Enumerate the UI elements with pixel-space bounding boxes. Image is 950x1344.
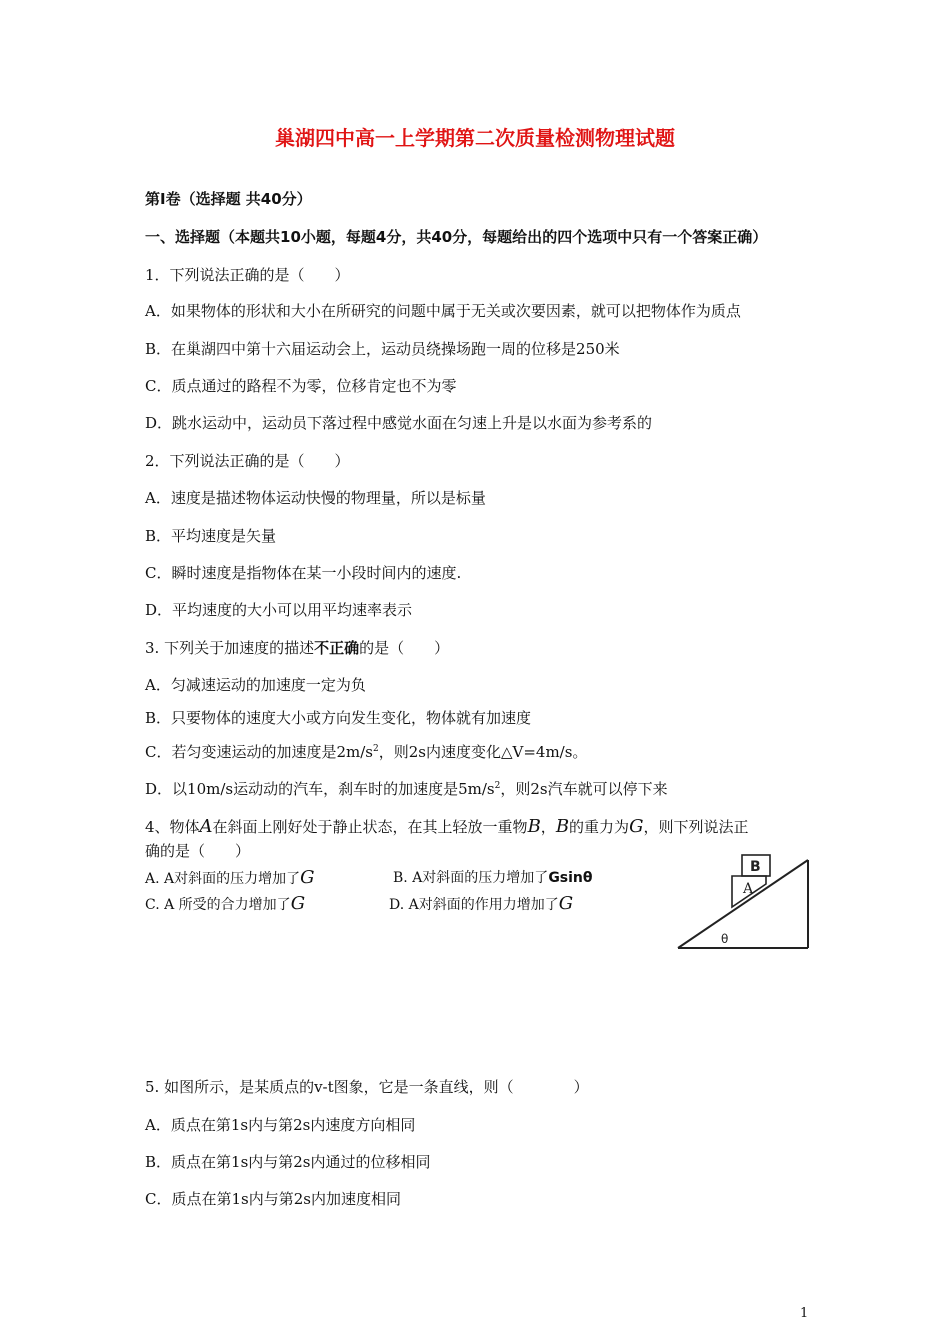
q4-var-b2: B bbox=[555, 816, 570, 837]
q3-option-a: A．匀减速运动的加速度一定为负 bbox=[145, 676, 366, 694]
q5-option-a: A．质点在第1s内与第2s内速度方向相同 bbox=[145, 1116, 416, 1134]
q3-stem bbox=[145, 639, 449, 657]
q3-option-c bbox=[145, 743, 587, 761]
q4-option-c-text: C. A 所受的合力增加了 bbox=[145, 897, 291, 913]
q4-stem-3: ， bbox=[540, 818, 556, 836]
q1-option-b: B．在巢湖四中第十六届运动会上，运动员绕操场跑一周的位移是250米 bbox=[145, 340, 620, 358]
q3-option-c-pre: C．若匀变速运动的加速度是2m/s bbox=[145, 743, 373, 761]
q1-option-a: A．如果物体的形状和大小在所研究的问题中属于无关或次要因素，就可以把物体作为质点 bbox=[145, 302, 741, 320]
incline-triangle bbox=[678, 860, 808, 948]
q4-option-b bbox=[393, 870, 593, 887]
q3-option-d-sup: 2 bbox=[494, 781, 501, 791]
q3-option-b: B．只要物体的速度大小或方向发生变化，物体就有加速度 bbox=[145, 709, 532, 727]
q4-var-g: G bbox=[629, 816, 644, 837]
q5-option-b: B．质点在第1s内与第2s内通过的位移相同 bbox=[145, 1153, 431, 1171]
q3-stem-emphasis: 不正确 bbox=[314, 639, 360, 657]
q4-option-b-text: B. A对斜面的压力增加了 bbox=[393, 870, 549, 886]
q3-option-d-post: ，则2s汽车就可以停下来 bbox=[500, 780, 668, 798]
q4-option-a-var: G bbox=[300, 867, 315, 888]
q2-option-a: A．速度是描述物体运动快慢的物理量，所以是标量 bbox=[145, 489, 486, 507]
block-a-label: A bbox=[743, 881, 754, 897]
q4-option-b-formula: Gsinθ bbox=[548, 870, 593, 886]
q4-option-d-var: G bbox=[558, 893, 574, 914]
block-b-label: B bbox=[750, 859, 761, 875]
q4-stem-line1 bbox=[145, 816, 748, 838]
q1-stem: 1．下列说法正确的是（ ） bbox=[145, 266, 350, 284]
angle-label: θ bbox=[721, 932, 729, 946]
section-heading: 一、选择题（本题共10小题，每题4分，共40分，每题给出的四个选项中只有一个答案正确） bbox=[145, 228, 768, 246]
q5-stem: 5. 如图所示，是某质点的v-t图象，它是一条直线，则（ ） bbox=[145, 1078, 589, 1096]
q4-option-a-text: A. A对斜面的压力增加了 bbox=[145, 871, 301, 887]
q2-stem: 2．下列说法正确的是（ ） bbox=[145, 452, 350, 470]
q4-var-b: B bbox=[527, 816, 541, 837]
q5-option-c: C．质点在第1s内与第2s内加速度相同 bbox=[145, 1190, 401, 1208]
q4-option-d bbox=[389, 893, 573, 915]
q4-stem-line2: 确的是（ ） bbox=[145, 842, 251, 860]
q4-stem-5: ，则下列说法正 bbox=[643, 818, 749, 836]
q4-stem-4: 的重力为 bbox=[569, 818, 630, 836]
q3-stem-post: 的是（ ） bbox=[359, 639, 450, 657]
q3-stem-pre: 3. 下列关于加速度的描述 bbox=[145, 639, 315, 657]
q3-option-d-pre: D．以10m/s运动动的汽车，刹车时的加速度是5m/s bbox=[145, 780, 495, 798]
page-title: 巢湖四中高一上学期第二次质量检测物理试题 bbox=[275, 126, 675, 150]
q2-option-d: D．平均速度的大小可以用平均速率表示 bbox=[145, 601, 413, 619]
q1-option-d: D．跳水运动中，运动员下落过程中感觉水面在匀速上升是以水面为参考系的 bbox=[145, 414, 653, 432]
q4-stem-1: 4、物体 bbox=[145, 818, 200, 836]
q4-option-c-var: G bbox=[290, 893, 306, 914]
q2-option-c: C．瞬时速度是指物体在某一小段时间内的速度. bbox=[145, 564, 462, 582]
q4-stem-2: 在斜面上刚好处于静止状态，在其上轻放一重物 bbox=[212, 818, 528, 836]
q3-option-c-post: ，则2s内速度变化△V=4m/s。 bbox=[378, 743, 588, 761]
incline-figure bbox=[670, 848, 815, 954]
page-number: 1 bbox=[800, 1306, 809, 1321]
q4-option-d-text: D. A对斜面的作用力增加了 bbox=[389, 897, 559, 913]
volume-heading: 第Ⅰ卷（选择题 共40分） bbox=[145, 190, 312, 208]
q2-option-b: B．平均速度是矢量 bbox=[145, 527, 277, 545]
q4-var-a: A bbox=[199, 816, 213, 837]
q1-option-c: C．质点通过的路程不为零，位移肯定也不为零 bbox=[145, 377, 457, 395]
q4-option-c bbox=[145, 893, 305, 915]
q4-option-a bbox=[145, 867, 315, 889]
q3-option-c-sup: 2 bbox=[373, 744, 379, 754]
q3-option-d bbox=[145, 780, 668, 798]
